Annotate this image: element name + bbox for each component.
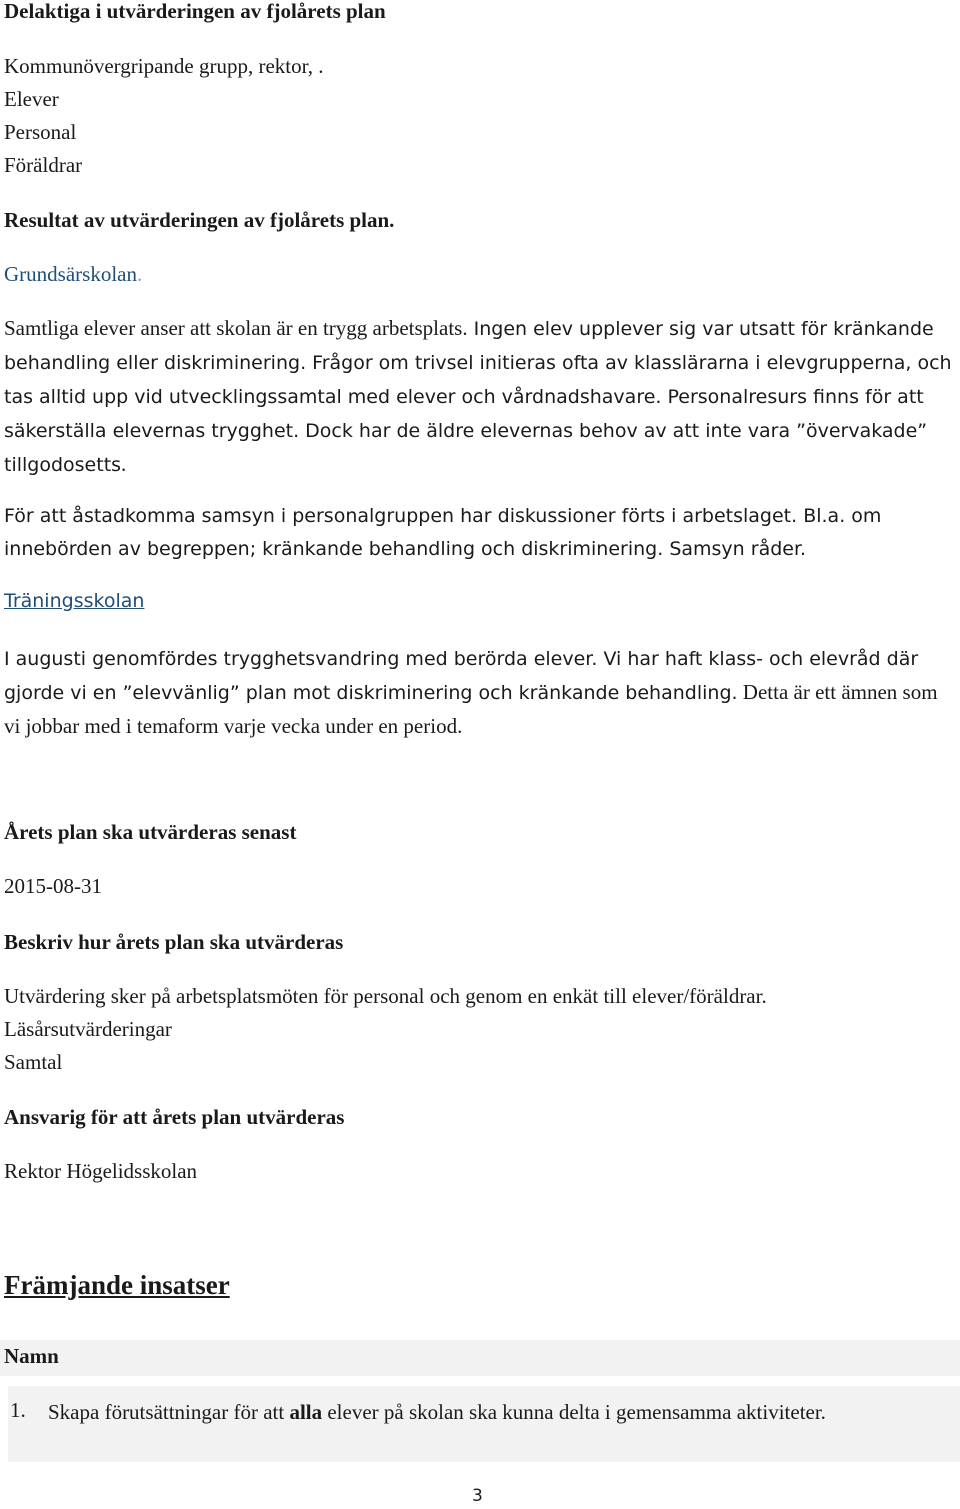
page-number: 3	[472, 1486, 483, 1506]
emphasis-all: alla	[289, 1400, 323, 1424]
text-run: Vi har haft klass- och elevråd där gjorde vi en ”elevvänlig” plan mot diskriminering och kränkande behandling.	[4, 648, 919, 704]
text-run: I augusti genomfördes trygghetsvandring med berörda elever.	[4, 648, 598, 670]
grundsarskolan-label: Grundsärskolan	[4, 262, 137, 286]
heading-result: Resultat av utvärderingen av fjolårets plan.	[4, 208, 395, 232]
text-run: .	[121, 452, 127, 476]
heading-participants: Delaktiga i utvärderingen av fjolårets plan	[4, 0, 386, 23]
grundsarskolan-paragraph-2: För att åstadkomma samsyn i personalgruppen har diskussioner förts i arbetslaget. Bl.a. om innebörden av begreppen; kränkande behandling och diskriminering. Samsyn råder.	[4, 505, 882, 560]
participant-line: Personal	[4, 120, 77, 144]
heading-how: Beskriv hur årets plan ska utvärderas	[4, 930, 344, 954]
how-line: Utvärdering sker på arbetsplatsmöten för personal och genom en enkät till elever/föräldrar.	[4, 984, 767, 1008]
how-line: Samtal	[4, 1050, 63, 1074]
text-run: Samtliga elever anser att skolan är en trygg arbetsplats.	[4, 316, 468, 340]
grundsarskolan-heading	[4, 262, 142, 287]
text-run: Skapa förutsättningar för att	[48, 1400, 290, 1424]
promo-item-text	[48, 1396, 928, 1429]
how-line: Läsårsutvärderingar	[4, 1017, 172, 1041]
participant-line: Föräldrar	[4, 153, 83, 177]
text-run: Frågor om trivsel initieras ofta av klasslärarna i elevgrupperna, och tas alltid upp vid utvecklingssamtal med elever och vårdnadshavare. Personalresurs finns för att säkerställa elevernas trygghet. Dock har de äldre elevernas behov av att inte vara ”övervakade” tillgodosetts	[4, 352, 952, 476]
traningsskolan-paragraph	[4, 642, 954, 743]
heading-responsible: Ansvarig för att årets plan utvärderas	[4, 1105, 345, 1129]
grundsarskolan-dot: .	[136, 262, 143, 286]
text-run: Detta är ett ämnen som vi jobbar med i temaform varje vecka under en period.	[4, 680, 938, 738]
namn-header-bar	[0, 1340, 960, 1376]
deadline-date: 2015-08-31	[4, 874, 102, 898]
text-run: elever på skolan ska kunna delta i gemensamma aktiviteter.	[322, 1400, 826, 1424]
traningsskolan-heading: Träningsskolan	[4, 590, 145, 612]
participant-line: Kommunövergripande grupp, rektor, .	[4, 54, 324, 78]
responsible-value: Rektor Högelidsskolan	[4, 1159, 198, 1183]
text-run: Ingen elev upplever sig var utsatt för kränkande behandling eller diskriminering.	[4, 318, 934, 374]
heading-promotional-efforts: Främjande insatser	[4, 1270, 230, 1300]
grundsarskolan-paragraph-1	[4, 312, 954, 482]
namn-label: Namn	[4, 1344, 59, 1368]
participant-line: Elever	[4, 87, 59, 111]
promo-item-number: 1.	[10, 1398, 26, 1422]
heading-deadline: Årets plan ska utvärderas senast	[4, 820, 297, 844]
